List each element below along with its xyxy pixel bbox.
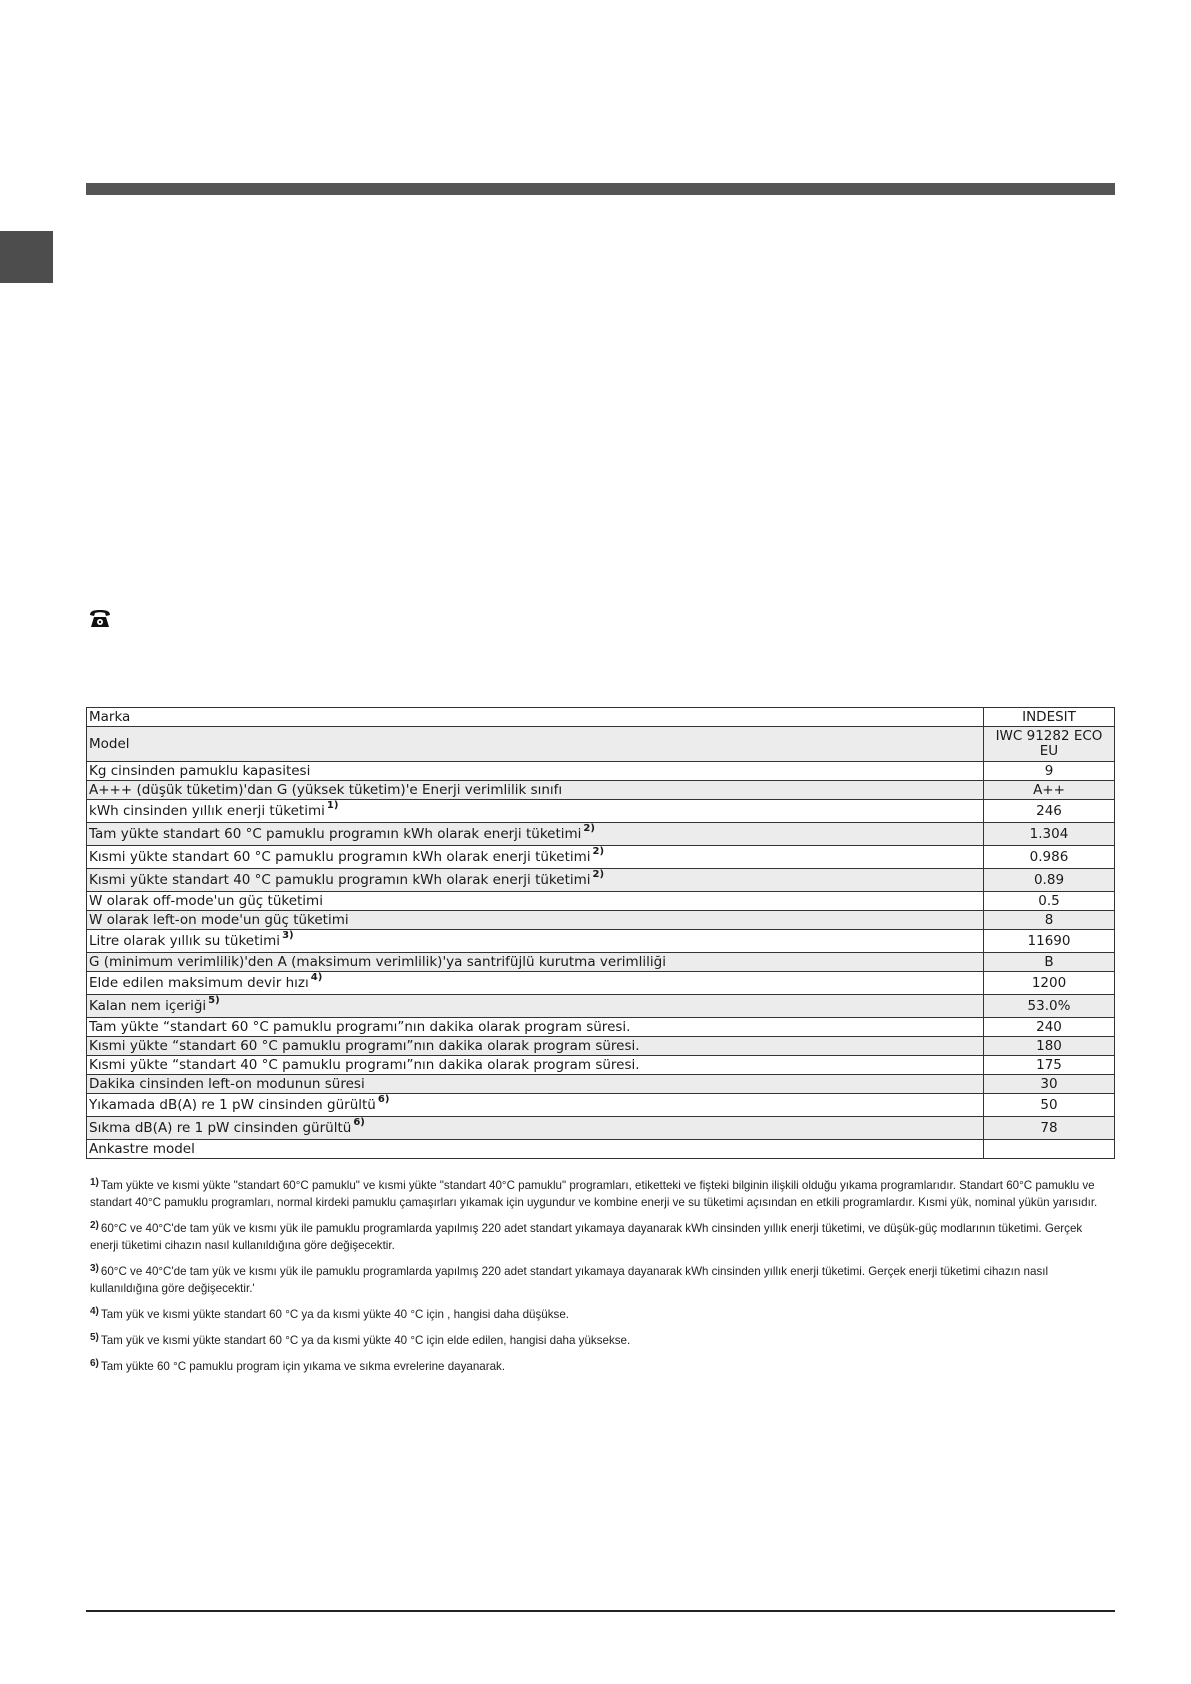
row-value: INDESIT	[984, 708, 1115, 727]
row-label: Kalan nem içeriği $^{5)}$	[87, 995, 984, 1018]
table-row	[87, 823, 1115, 846]
footnote: $^{6)}$ Tam yükte 60 °C pamuklu program için yıkama ve sıkma evrelerine dayanarak.	[90, 1358, 506, 1373]
footnote-ref: 3)	[282, 930, 294, 941]
row-value	[984, 1140, 1115, 1159]
row-label: Kısmi yükte “standart 60 °C pamuklu programı”nın dakika olarak program süresi.	[87, 1037, 984, 1056]
table-row	[87, 1117, 1115, 1140]
telephone-icon	[88, 608, 112, 630]
row-value: 9	[984, 762, 1115, 781]
table-row	[87, 1037, 1115, 1056]
row-value: 1.304	[984, 823, 1115, 846]
row-value: 78	[984, 1117, 1115, 1140]
row-value: 8	[984, 911, 1115, 930]
footnote-ref: 1)	[326, 800, 339, 811]
row-value: 1200	[984, 972, 1115, 995]
footer-rule	[86, 1610, 1115, 1612]
table-row	[87, 953, 1115, 972]
footnote-ref: 2)	[592, 846, 605, 857]
footnote-marker: 4)	[90, 1306, 99, 1317]
row-label: A+++ (düşük tüketim)'dan G (yüksek tüketim)'e Enerji verimlilik sınıfı	[87, 781, 984, 800]
table-row	[87, 972, 1115, 995]
footnote: $^{5)}$ Tam yük ve kısmi yükte standart 60 °C ya da kısmi yükte 40 °C için elde edilen, hangisi daha yüksekse.	[90, 1332, 631, 1347]
footnote-ref: 4)	[310, 972, 323, 983]
table-row	[87, 892, 1115, 911]
row-label: W olarak left-on mode'un güç tüketimi	[87, 911, 984, 930]
row-value: B	[984, 953, 1115, 972]
row-label: Litre olarak yıllık su tüketimi $^{3)}$	[87, 930, 984, 953]
row-label: W olarak off-mode'un güç tüketimi	[87, 892, 984, 911]
footnotes	[90, 1177, 1105, 1384]
footnote: $^{2)}$ 60°C ve 40°C'de tam yük ve kısmı yük ile pamuklu programlarda yapılmış 220 adet standart yıkamaya dayanarak kWh cinsinden yıllık enerji tüketimi, ve düşük-güç modlarının tüketimi. Gerçek enerji tüketimi cihazın nasıl kullanıldığına göre değişecektir.	[90, 1220, 1083, 1252]
row-value: 53.0%	[984, 995, 1115, 1018]
table-row	[87, 1094, 1115, 1117]
row-label: Kısmi yükte standart 60 °C pamuklu programın kWh olarak enerji tüketimi $^{2)}$	[87, 846, 984, 869]
footnote-ref: 6)	[353, 1117, 365, 1128]
row-label: G (minimum verimlilik)'den A (maksimum verimlilik)'ya santrifüjlü kurutma verimliliği	[87, 953, 984, 972]
row-label: kWh cinsinden yıllık enerji tüketimi $^{1)}$	[87, 800, 984, 823]
row-label: Yıkamada dB(A) re 1 pW cinsinden gürültü $^{6)}$	[87, 1094, 984, 1117]
footnote-marker: 3)	[90, 1263, 99, 1274]
footnote-ref: 2)	[583, 823, 595, 834]
table-row	[87, 708, 1115, 727]
footnote-marker: 5)	[90, 1332, 99, 1343]
table-row	[87, 762, 1115, 781]
footnote: $^{1)}$ Tam yükte ve kısmi yükte "standart 60°C pamuklu" ve kısmi yükte "standart 40°C pamuklu" programları, etiketteki ve fişteki bilginin ilişkili olduğu yıkama programlarıdır. Standart 60°C pamuklu ve standart 40°C pamuklu programları, normal kirdeki pamuklu çamaşırları yıkamak için uygundur ve kombine enerji ve su tüketimi açısından en etkili programlardır. Kısmi yük, nominal yükün yarısıdır.	[90, 1177, 1098, 1209]
table-row	[87, 869, 1115, 892]
table-row	[87, 995, 1115, 1018]
table-row	[87, 846, 1115, 869]
row-value: 0.89	[984, 869, 1115, 892]
row-value: 0.5	[984, 892, 1115, 911]
row-value: 50	[984, 1094, 1115, 1117]
row-value: IWC 91282 ECO EU	[984, 727, 1115, 762]
row-label: Dakika cinsinden left-on modunun süresi	[87, 1075, 984, 1094]
product-fiche-table	[86, 707, 1115, 1159]
table-row	[87, 1056, 1115, 1075]
row-label: Kısmi yükte “standart 40 °C pamuklu programı”nın dakika olarak program süresi.	[87, 1056, 984, 1075]
row-value: 180	[984, 1037, 1115, 1056]
row-value: 0.986	[984, 846, 1115, 869]
row-label: Marka	[87, 708, 984, 727]
header-rule	[86, 183, 1115, 195]
row-value: A++	[984, 781, 1115, 800]
table-row	[87, 1075, 1115, 1094]
row-value: 246	[984, 800, 1115, 823]
footnote-ref: 5)	[208, 995, 220, 1006]
language-tab-marker	[0, 231, 53, 283]
footnote-marker: 6)	[90, 1358, 99, 1369]
row-label: Kısmi yükte standart 40 °C pamuklu programın kWh olarak enerji tüketimi $^{2)}$	[87, 869, 984, 892]
footnote-marker: 1)	[90, 1177, 99, 1188]
table-row	[87, 930, 1115, 953]
row-label: Tam yükte standart 60 °C pamuklu programın kWh olarak enerji tüketimi $^{2)}$	[87, 823, 984, 846]
table-row	[87, 727, 1115, 762]
footnote: $^{3)}$ 60°C ve 40°C'de tam yük ve kısmı yük ile pamuklu programlarda yapılmış 220 adet standart yıkamaya dayanarak kWh cinsinden yıllık enerji tüketimi. Gerçek enerji tüketimi cihazın nasıl kullanıldığına göre değişecektir.'	[90, 1263, 1049, 1295]
footnote-ref: 6)	[377, 1094, 390, 1105]
row-label: Tam yükte “standart 60 °C pamuklu programı”nın dakika olarak program süresi.	[87, 1018, 984, 1037]
row-label: Kg cinsinden pamuklu kapasitesi	[87, 762, 984, 781]
footnote-marker: 2)	[90, 1220, 99, 1231]
row-value: 240	[984, 1018, 1115, 1037]
table-row	[87, 1140, 1115, 1159]
footnote-ref: 2)	[592, 869, 605, 880]
row-label: Ankastre model	[87, 1140, 984, 1159]
row-label: Sıkma dB(A) re 1 pW cinsinden gürültü $^{6)}$	[87, 1117, 984, 1140]
table-row	[87, 781, 1115, 800]
table-row	[87, 1018, 1115, 1037]
row-value: 175	[984, 1056, 1115, 1075]
table-row	[87, 911, 1115, 930]
footnote: $^{4)}$ Tam yük ve kısmi yükte standart 60 °C ya da kısmi yükte 40 °C için , hangisi daha düşükse.	[90, 1306, 569, 1321]
row-value: 30	[984, 1075, 1115, 1094]
table-row	[87, 800, 1115, 823]
row-label: Model	[87, 727, 984, 762]
row-label: Elde edilen maksimum devir hızı $^{4)}$	[87, 972, 984, 995]
row-value: 11690	[984, 930, 1115, 953]
